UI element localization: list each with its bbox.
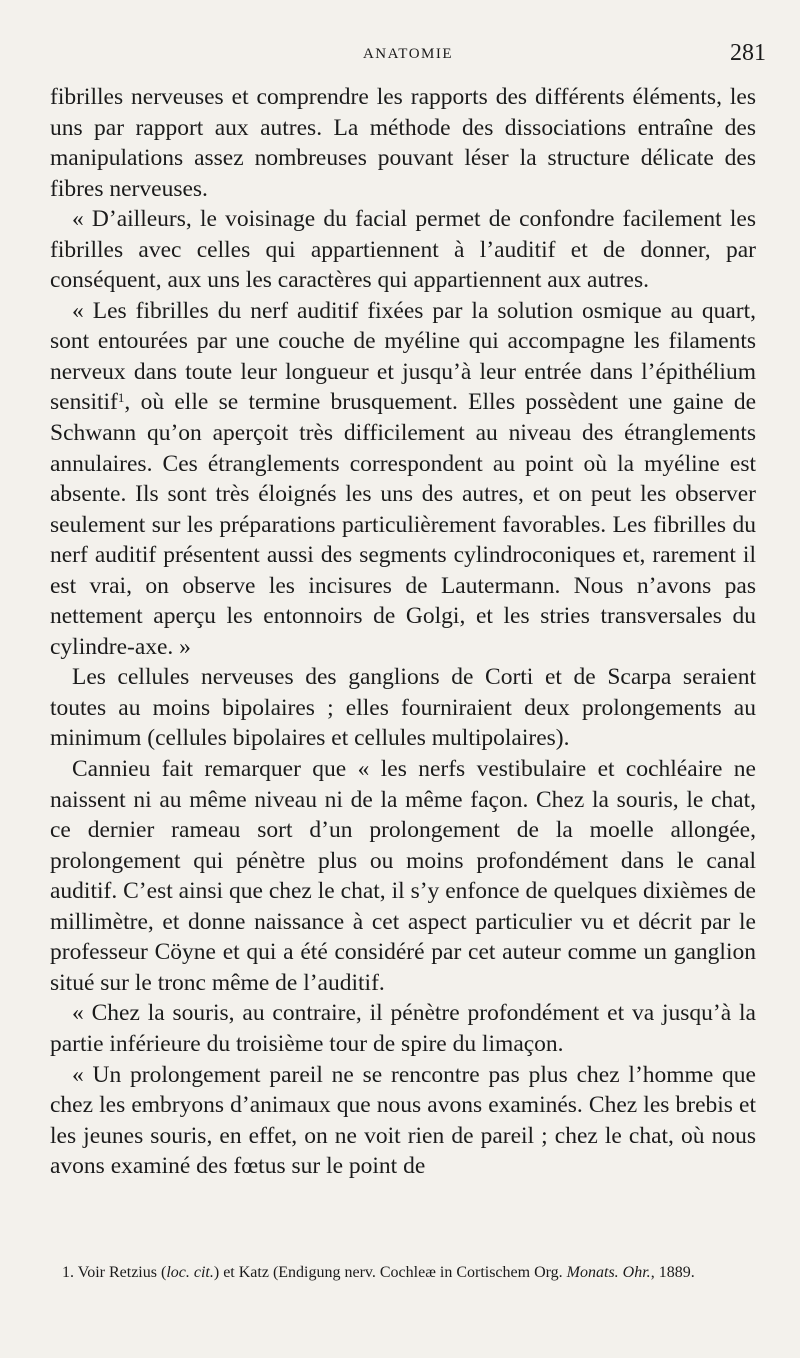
footnote-text: ) et Katz (Endigung nerv. Cochleæ in Cortischem Org. xyxy=(213,1264,563,1281)
footnote-text: , 1889. xyxy=(650,1264,695,1281)
footnote xyxy=(50,1262,756,1284)
running-title: ANATOMIE xyxy=(362,46,454,62)
footnote-number: 1. xyxy=(62,1264,74,1281)
footnote-text: Voir Retzius ( xyxy=(77,1264,167,1281)
paragraph xyxy=(50,296,756,663)
paragraph: Cannieu fait remarquer que « les nerfs vestibulaire et cochléaire ne naissent ni au même niveau ni de la même façon. Chez la souris, le chat, ce dernier rameau sort d’un prolongement de la moelle allongée, prolongement qui pénètre plus ou moins profondément dans le canal auditif. C’est ainsi que chez le chat, il s’y enfonce de quelques dixièmes de millimètre, et donne naissance à cet aspect particulier vu et décrit par le professeur Cöyne et qui a été considéré par cet auteur comme un ganglion situé sur le tronc même de l’auditif. xyxy=(50,756,756,996)
paragraph: Les cellules nerveuses des ganglions de Corti et de Scarpa seraient toutes au moins bipolaires ; elles fourniraient deux prolongements au minimum (cellules bipolaires et cellules multipolaires). xyxy=(50,664,756,752)
paragraph: « Un prolongement pareil ne se rencontre pas plus chez l’homme que chez les embryons d’animaux que nous avons examinés. Chez les brebis et les jeunes souris, en effet, on ne voit rien de pareil ; chez le chat, où nous avons examiné des fœtus sur le point de xyxy=(50,1061,756,1180)
footnote-reference: 1 xyxy=(117,390,125,406)
paragraph: « D’ailleurs, le voisinage du facial permet de confondre facilement les fibrilles avec celles qui appartiennent à l’auditif et de donner, par conséquent, aux uns les caractères qui appartiennent aux autres. xyxy=(50,206,756,294)
page-number: 281 xyxy=(730,40,766,66)
footnote-citation: loc. cit. xyxy=(166,1264,214,1281)
paragraph-text: « Les fibrilles du nerf auditif fixées par la solution osmique au quart, sont entourées par une couche de myéline qui accompagne les filaments nerveux dans toute leur longueur et jusqu’à leur entrée dans l’épithélium sensitif xyxy=(50,297,756,416)
paragraph: « Chez la souris, au contraire, il pénètre profondément et va jusqu’à la partie inférieure du troisième tour de spire du limaçon. xyxy=(50,1000,756,1057)
footnote-journal: Monats. Ohr. xyxy=(566,1264,651,1281)
page-header xyxy=(50,40,766,70)
paragraph-text: , où elle se termine brusquement. Elles possèdent une gaine de Schwann qu’on aperçoit très difficilement au niveau des étranglements annulaires. Ces étranglements correspondent au point où la myéline est absente. Ils sont très éloignés les uns des autres, et on peut les observer seulement sur les préparations particulièrement favorables. Les fibrilles du nerf auditif présentent aussi des segments cylindroconiques et, rarement il est vrai, on observe les incisures de Lautermann. Nous n’avons pas nettement aperçu les entonnoirs de Golgi, et les stries transversales du cylindre-axe. » xyxy=(50,389,756,660)
body-text xyxy=(50,82,756,1182)
paragraph: fibrilles nerveuses et comprendre les rapports des différents éléments, les uns par rapport aux autres. La méthode des dissociations entraîne des manipulations assez nombreuses pouvant léser la structure délicate des fibres nerveuses. xyxy=(50,84,756,202)
